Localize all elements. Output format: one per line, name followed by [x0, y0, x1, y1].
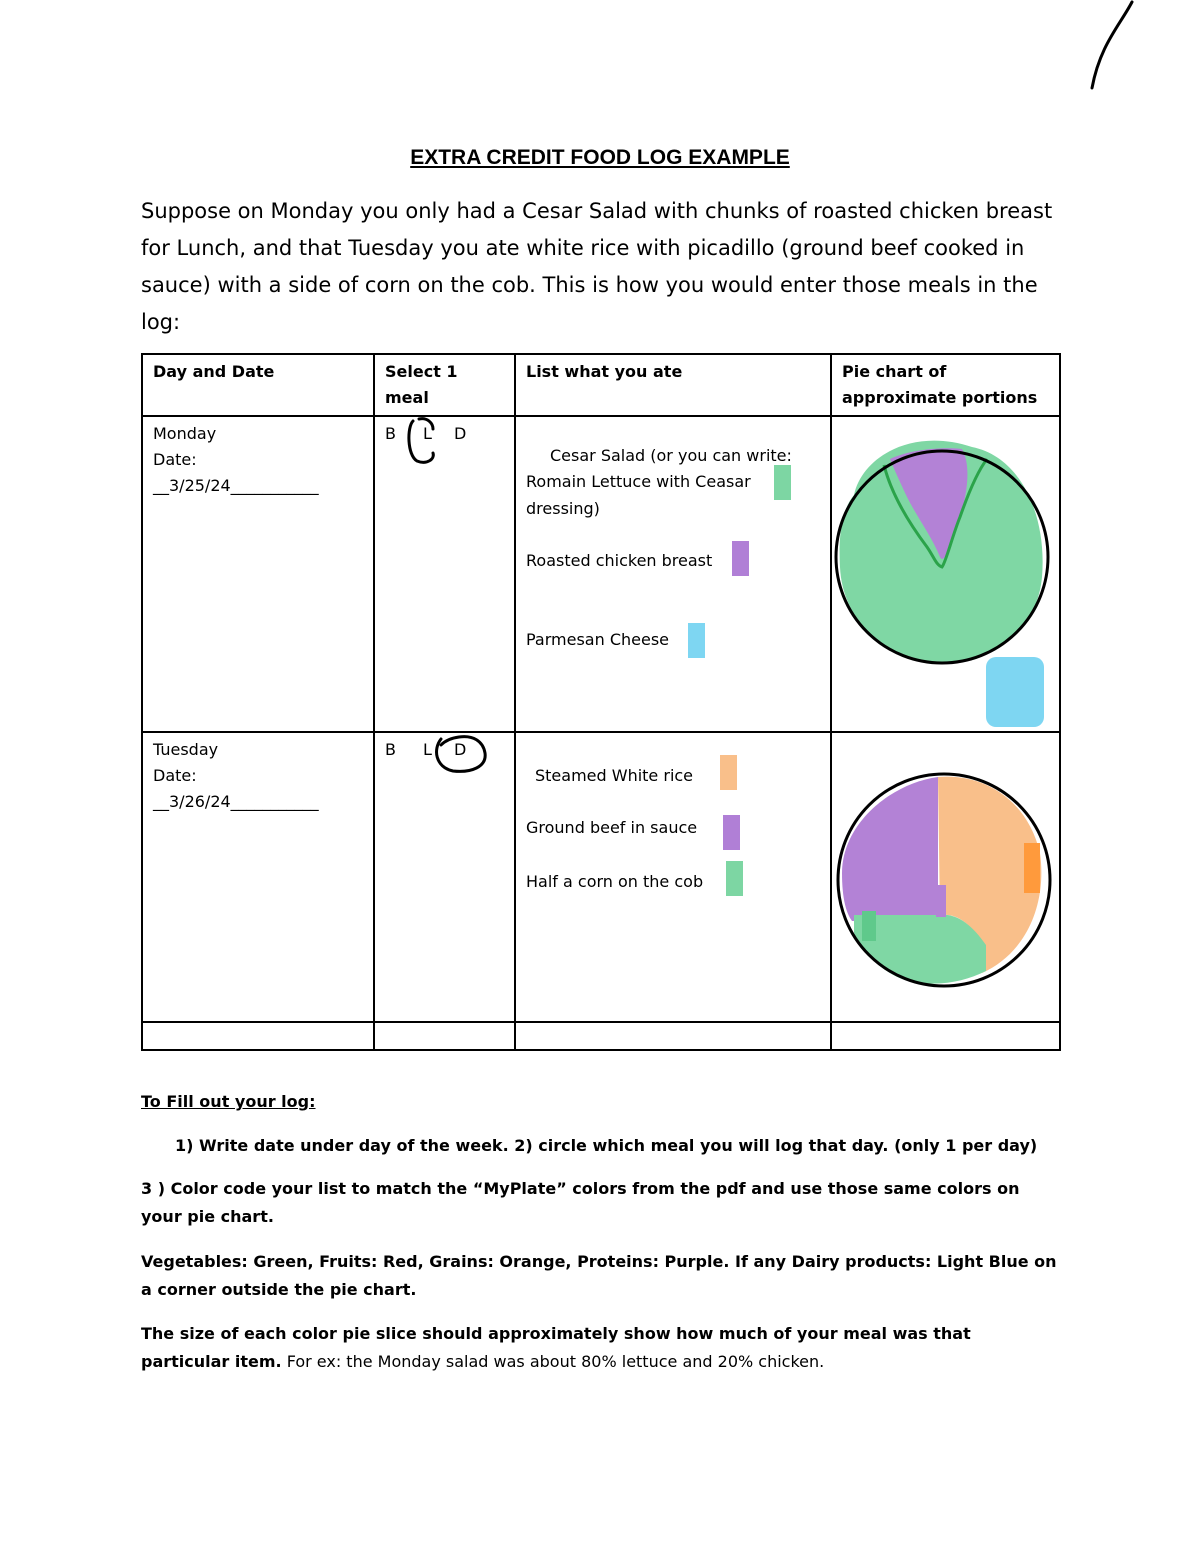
- cell-meal-select: [374, 732, 515, 1022]
- table-row-tuesday: [142, 732, 1060, 1022]
- instructions-step-3-container: [141, 1175, 1061, 1231]
- instructions-size-bold: The size of each color pie slice should approximately show how much of your meal was that particular item.: [141, 1324, 971, 1371]
- header-list-food: List what you ate: [515, 354, 831, 416]
- header-select-meal: Select 1 meal: [374, 354, 515, 416]
- color-swatch-green: [774, 465, 791, 500]
- pie-accent-vegetables: [862, 911, 876, 941]
- food-item: Romain Lettuce with Ceasar: [526, 472, 751, 491]
- food-item: Steamed White rice: [535, 766, 694, 785]
- instructions-size-container: [141, 1320, 1061, 1376]
- date-label: Date:: [153, 766, 197, 785]
- cell-day-date: [142, 416, 374, 732]
- instructions-step-3: 3 ) Color code your list to match the “MyPlate” colors from the pdf and use those same colors on your pie chart.: [141, 1179, 1020, 1226]
- date-label: Date:: [153, 450, 197, 469]
- date-value: __3/26/24___________: [153, 792, 319, 811]
- color-swatch-orange: [720, 755, 737, 790]
- meal-lunch: L: [423, 740, 432, 759]
- pie-slice-proteins: [842, 777, 938, 921]
- dairy-corner-mark: [986, 657, 1044, 727]
- cell-pie-chart: [831, 416, 1060, 732]
- color-swatch-light-blue: [688, 623, 705, 658]
- cell-day-date: [142, 732, 374, 1022]
- table-row-monday: [142, 416, 1060, 732]
- document-title: EXTRA CREDIT FOOD LOG EXAMPLE: [410, 146, 790, 169]
- instructions-size-rest: For ex: the Monday salad was about 80% lettuce and 20% chicken.: [281, 1352, 825, 1371]
- food-item: Parmesan Cheese: [526, 630, 670, 649]
- table-row-empty: [142, 1022, 1060, 1050]
- cell-food-list: [515, 732, 831, 1022]
- instructions-step-1-container: [175, 1132, 1095, 1160]
- intro-paragraph: Suppose on Monday you only had a Cesar Salad with chunks of roasted chicken breast for Lunch, and that Tuesday you ate white rice with picadillo (ground beef cooked in sauce) with a side of corn on the cob. This is how you would enter those meals in the log:: [141, 199, 1053, 334]
- food-item: Roasted chicken breast: [526, 551, 713, 570]
- cell-food-list: [515, 416, 831, 732]
- instructions-colors-container: [141, 1248, 1061, 1304]
- day-name: Monday: [153, 424, 217, 443]
- meal-breakfast: B: [385, 424, 396, 443]
- cell-pie-chart: [831, 732, 1060, 1022]
- meal-lunch: L: [423, 424, 432, 443]
- food-item: dressing): [526, 499, 600, 518]
- food-item: Cesar Salad (or you can write:: [550, 446, 792, 465]
- food-log-table: [141, 353, 1061, 1051]
- day-name: Tuesday: [153, 740, 219, 759]
- meal-circle-mark: [431, 731, 491, 777]
- pie-chart-tuesday: [832, 733, 1061, 1023]
- food-item: Ground beef in sauce: [526, 818, 698, 837]
- meal-breakfast: B: [385, 740, 396, 759]
- food-item: Half a corn on the cob: [526, 872, 704, 891]
- meal-dinner: D: [454, 740, 467, 759]
- empty-cell: [831, 1022, 1060, 1050]
- pen-stroke-mark: [1080, 0, 1160, 100]
- color-swatch-green: [726, 861, 743, 896]
- header-pie-chart: Pie chart of approximate portions: [831, 354, 1060, 416]
- instructions-colors: Vegetables: Green, Fruits: Red, Grains: Orange, Proteins: Purple. If any Dairy products: Light Blue on a corner outside the pie chart.: [141, 1252, 1057, 1299]
- empty-cell: [515, 1022, 831, 1050]
- empty-cell: [374, 1022, 515, 1050]
- empty-cell: [142, 1022, 374, 1050]
- pie-accent-grains: [1024, 843, 1040, 893]
- meal-dinner: D: [454, 424, 467, 443]
- meal-circle-mark: [405, 415, 441, 467]
- cell-meal-select: [374, 416, 515, 732]
- pie-chart-monday: [832, 417, 1061, 733]
- instructions-heading: To Fill out your log:: [141, 1092, 316, 1111]
- instructions-step-1: 1) Write date under day of the week. 2) circle which meal you will log that day. (only 1 per day): [175, 1136, 1038, 1155]
- date-value: __3/25/24___________: [153, 476, 319, 495]
- pie-accent-proteins: [936, 885, 946, 917]
- header-day-date: Day and Date: [142, 354, 374, 416]
- instructions-size: [141, 1320, 1061, 1376]
- color-swatch-purple: [723, 815, 740, 850]
- table-header-row: [142, 354, 1060, 416]
- instructions-section: [141, 1088, 1061, 1116]
- color-swatch-purple: [732, 541, 749, 576]
